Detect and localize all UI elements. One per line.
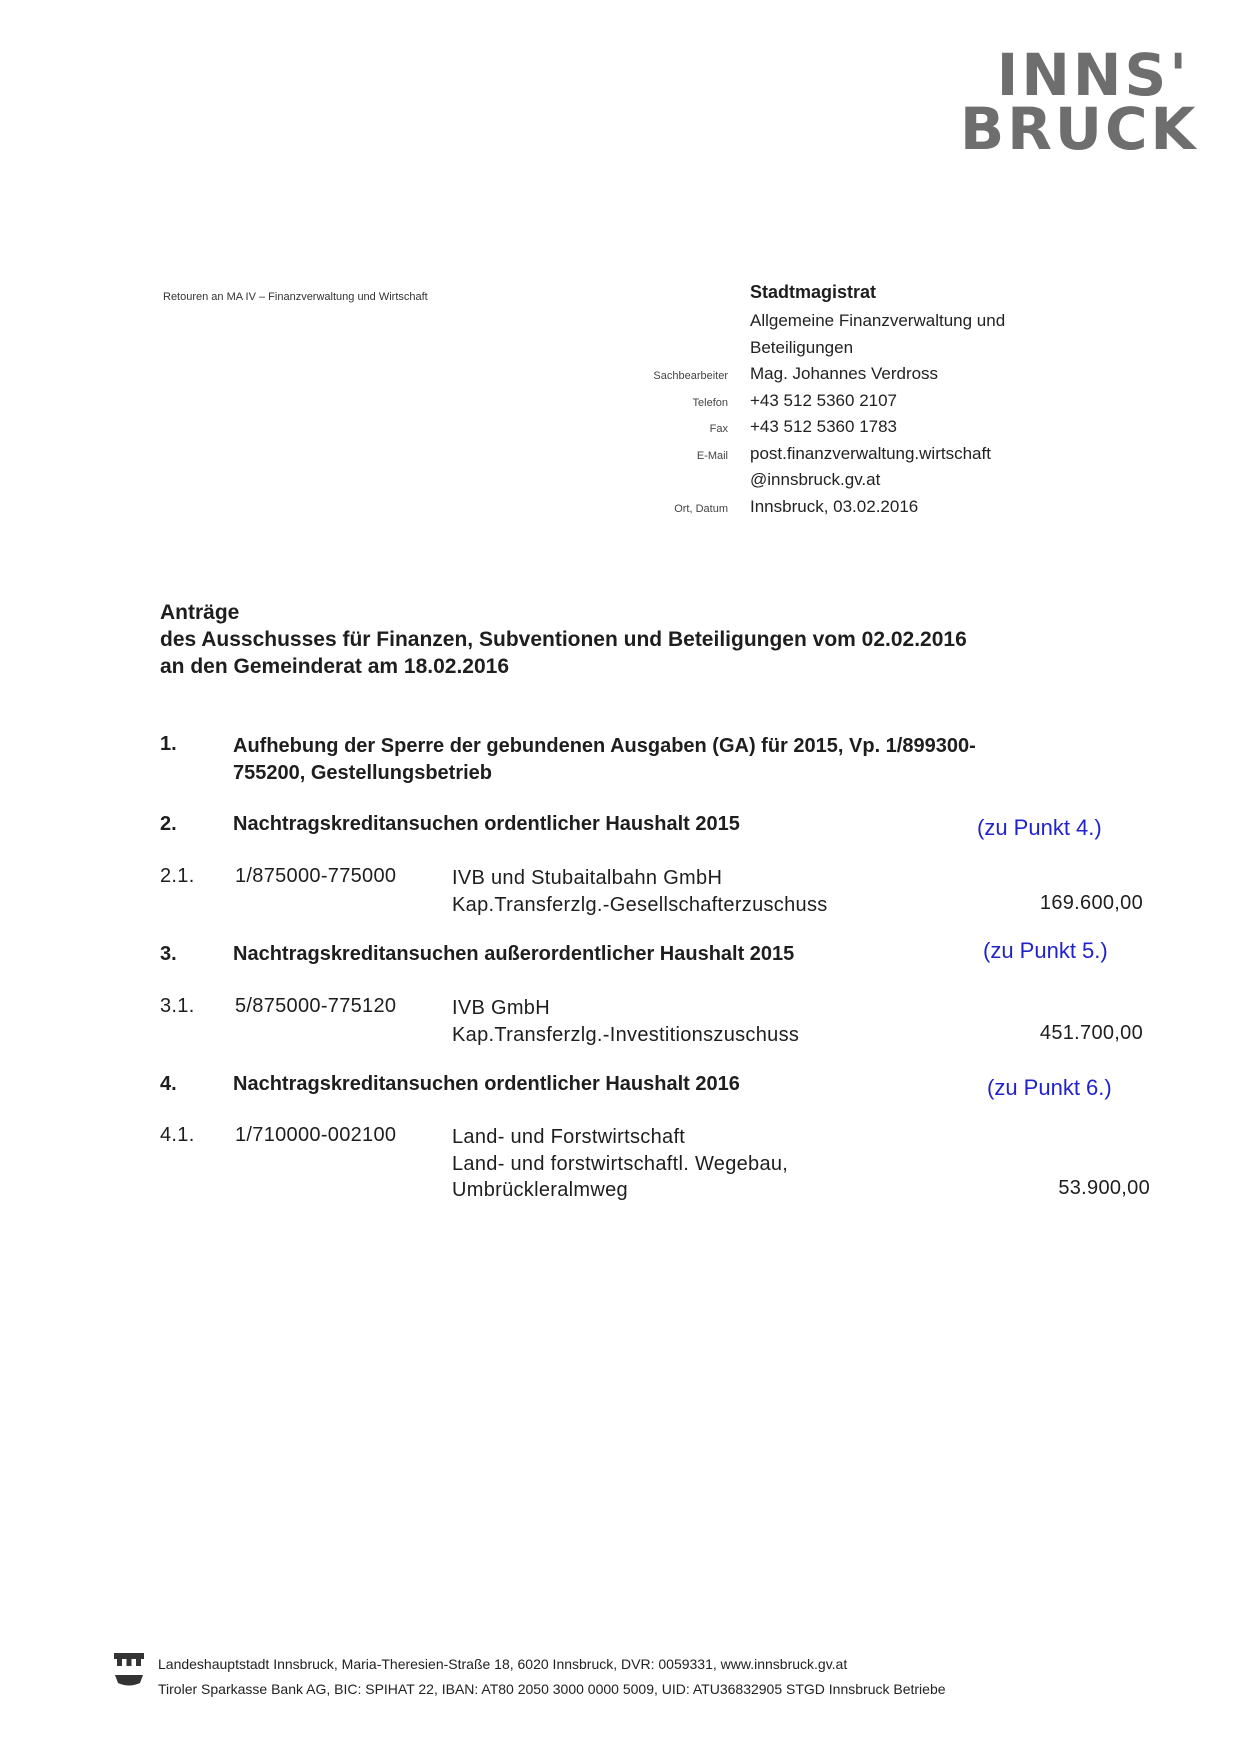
- item-4-1-line-2: Land- und forstwirtschaftl. Wegebau,: [452, 1152, 789, 1175]
- fax-label: Fax: [709, 423, 728, 435]
- item-4-1-line-3: Umbrückleralmweg: [452, 1179, 628, 1201]
- item-2-1-number: 2.1.: [160, 865, 195, 887]
- item-1-title-line-2: 755200, Gestellungsbetrieb: [233, 762, 493, 784]
- subject-line-2: des Ausschusses für Finanzen, Subventionen und Beteiligungen vom 02.02.2016: [160, 628, 967, 651]
- item-1-title-line-1: Aufhebung der Sperre der gebundenen Ausgaben (GA) für 2015, Vp. 1/899300-: [233, 735, 976, 757]
- footer-line-1: Landeshauptstadt Innsbruck, Maria-Theresien-Straße 18, 6020 Innsbruck, DVR: 0059331, www.innsbruck.gv.at: [158, 1656, 848, 1672]
- subject-line-1: Anträge: [160, 601, 240, 624]
- item-3-1-account: 5/875000-775120: [235, 995, 397, 1017]
- item-2-1-line-2: Kap.Transferzlg.-Gesellschafterzuschuss: [452, 894, 828, 916]
- fax-value: +43 512 5360 1783: [750, 417, 898, 436]
- subject: [160, 599, 967, 680]
- logo-line-1: INNS': [996, 41, 1190, 109]
- logo-line-2: BRUCK: [960, 95, 1199, 163]
- item-3-note: (zu Punkt 5.): [983, 938, 1108, 963]
- email-row-2: [580, 470, 1005, 497]
- footer-line-2: Tiroler Sparkasse Bank AG, BIC: SPIHAT 22, IBAN: AT80 2050 3000 0000 5009, UID: ATU36832905 STGD Innsbruck Betriebe: [158, 1681, 946, 1697]
- item-1-title: [233, 733, 976, 787]
- subject-line-3: an den Gemeinderat am 18.02.2016: [160, 655, 510, 678]
- item-1-number: 1.: [160, 733, 177, 755]
- item-3-1-line-1: IVB GmbH: [452, 997, 550, 1019]
- item-2-title: Nachtragskreditansuchen ordentlicher Haushalt 2015: [233, 813, 740, 835]
- item-3-title: Nachtragskreditansuchen außerordentlicher Haushalt 2015: [233, 943, 795, 965]
- item-4-1-amount: 53.900,00: [1058, 1177, 1150, 1199]
- department-row-1: [580, 311, 1005, 338]
- item-3-1-amount: 451.700,00: [1039, 1022, 1143, 1044]
- item-3-1-description: [452, 995, 799, 1049]
- clerk-label: Sachbearbeiter: [653, 370, 728, 382]
- email-row: [580, 444, 1005, 471]
- item-3-number: 3.: [160, 943, 177, 965]
- email-value-part-1: post.finanzverwaltung.wirtschaft: [750, 443, 991, 463]
- email-value-part-2: @innsbruck.gv.at: [750, 470, 881, 489]
- item-4-note: (zu Punkt 6.): [987, 1075, 1112, 1100]
- item-2-number: 2.: [160, 813, 177, 835]
- department-row-2: [580, 338, 1005, 365]
- item-2-1-line-1: IVB und Stubaitalbahn GmbH: [452, 867, 723, 889]
- phone-row: [580, 391, 1005, 418]
- phone-value: +43 512 5360 2107: [750, 390, 898, 410]
- city-emblem-icon: [112, 1650, 146, 1690]
- place-date-row: [580, 497, 1005, 524]
- clerk-row: [580, 364, 1005, 391]
- department-line-1: Allgemeine Finanzverwaltung und: [750, 311, 1006, 330]
- item-4-number: 4.: [160, 1073, 177, 1095]
- innsbruck-logo: [960, 41, 1199, 163]
- clerk-value: Mag. Johannes Verdross: [750, 364, 939, 383]
- return-address: Retouren an MA IV – Finanzverwaltung und Wirtschaft: [163, 291, 428, 303]
- email-label: E-Mail: [696, 449, 728, 462]
- item-3-1-number: 3.1.: [160, 995, 195, 1017]
- department-line-2: Beteiligungen: [750, 337, 854, 357]
- place-date-label: Ort, Datum: [674, 502, 728, 515]
- place-date-value: Innsbruck, 03.02.2016: [750, 496, 919, 516]
- item-2-1-description: [452, 865, 828, 919]
- item-4-1-description: [452, 1124, 788, 1204]
- item-4-title: Nachtragskreditansuchen ordentlicher Haushalt 2016: [233, 1073, 740, 1095]
- item-3-1-line-2: Kap.Transferzlg.-Investitionszuschuss: [452, 1024, 800, 1046]
- item-4-1-number: 4.1.: [160, 1124, 195, 1146]
- item-2-note: (zu Punkt 4.): [977, 815, 1102, 840]
- item-4-1-account: 1/710000-002100: [235, 1124, 397, 1146]
- sender-details: [580, 311, 1005, 523]
- phone-label: Telefon: [692, 396, 728, 409]
- fax-row: [580, 417, 1005, 444]
- item-2-1-amount: 169.600,00: [1039, 892, 1143, 914]
- sender-title: Stadtmagistrat: [750, 282, 877, 302]
- item-2-1-account: 1/875000-775000: [235, 865, 397, 887]
- item-4-1-line-1: Land- und Forstwirtschaft: [452, 1126, 686, 1148]
